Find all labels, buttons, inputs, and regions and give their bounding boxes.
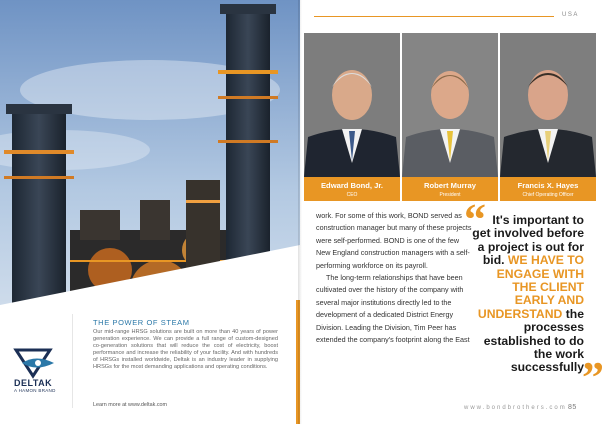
footer-url[interactable]: www.bondbrothers.com	[464, 405, 567, 411]
portrait-photo	[402, 33, 498, 177]
executive-card-coo	[500, 33, 596, 201]
executive-title: President	[439, 192, 461, 198]
executive-card-president	[402, 33, 498, 201]
executive-card-ceo	[304, 33, 400, 201]
executive-title: Chief Operating Officer	[522, 192, 574, 198]
name-bar	[500, 177, 596, 201]
executive-title: CEO	[346, 192, 358, 198]
page-number: 85	[568, 404, 577, 411]
ad-link[interactable]: Learn more at www.deltak.com	[93, 402, 168, 408]
open-quote-icon: “	[464, 195, 486, 244]
pull-quote-text	[472, 214, 584, 375]
ad-divider	[72, 314, 73, 408]
executive-name: Edward Bond, Jr.	[320, 181, 384, 190]
quote-part: It's important to get involved before a project is out for bid.	[472, 213, 584, 268]
close-quote-icon: ”	[582, 353, 604, 402]
ad-title: THE POWER OF STEAM	[93, 318, 190, 327]
article-paragraph: work. For some of this work, BOND served as construction manager but many of these projects were self-performed. BOND is one of the few New England construction managers with a self-performing workforce on its payroll.	[316, 211, 472, 270]
executive-name: Robert Murray	[424, 181, 476, 190]
quote-highlight: WE HAVE TO ENGAGE WITH THE CLIENT EARLY AND UNDERSTAND	[477, 253, 584, 321]
article-body	[316, 210, 472, 346]
executive-name: Francis X. Hayes	[517, 181, 579, 190]
name-bar	[304, 177, 400, 201]
logo-name: DELTAK	[14, 378, 53, 388]
header-rule	[314, 16, 554, 17]
ad-body: Our mid-range HRSG solutions are built on more than 40 years of power generation experience. We can provide a full range of custom-designed co-generation solutions that will reduce the cost of electricity, boost performance and increase the reliability of your facility. And with hundreds of HRSGs installed worldwide, Deltak is an industry leader in supplying HRSGs for the most demanding applications and operating conditions.	[93, 329, 278, 370]
logo-tagline: A HAMON BRAND	[14, 388, 56, 393]
article-paragraph: The long-term relationships that have been cultivated over the history of the company with several major institutions directly led to the development of a dedicated District Energy Division. Leading the Division, Tim Peer has extended the company's footprint along the East	[316, 273, 470, 345]
portrait-photo	[500, 33, 596, 177]
left-page	[0, 0, 300, 424]
portrait-photo	[304, 33, 400, 177]
region-label: USA	[562, 12, 579, 18]
right-page	[300, 0, 604, 424]
quote-part: the processes established to do the work successfully	[483, 306, 584, 375]
